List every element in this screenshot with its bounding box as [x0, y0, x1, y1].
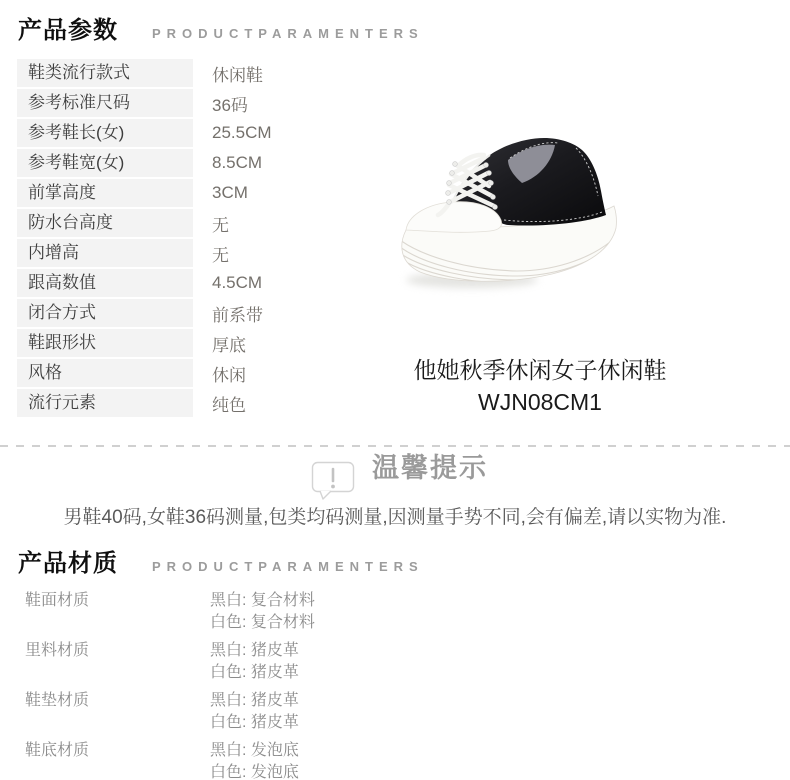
materials-list — [25, 590, 315, 780]
table-row — [17, 59, 617, 87]
sneaker-illustration — [392, 128, 632, 298]
param-label: 参考标准尺码 — [17, 89, 193, 117]
params-section-title: 产品参数 — [18, 17, 118, 44]
material-label: 鞋面材质 — [25, 592, 90, 609]
material-value-line: 黑白: 复合材料 — [210, 592, 315, 609]
param-label: 跟高数值 — [17, 269, 193, 297]
params-section-subtitle: PRODUCTPARAMENTERS — [152, 26, 424, 41]
material-section-title: 产品材质 — [18, 550, 118, 577]
material-value-line: 黑白: 发泡底 — [210, 742, 299, 759]
product-name: 他她秋季休闲女子休闲鞋 — [413, 357, 667, 383]
param-value: 无 — [212, 245, 229, 265]
product-image — [392, 128, 632, 298]
material-label: 鞋底材质 — [25, 742, 90, 759]
param-label: 参考鞋长(女) — [17, 119, 193, 147]
tips-text: 男鞋40码,女鞋36码测量,包类均码测量,因测量手势不同,会有偏差,请以实物为准. — [63, 507, 727, 528]
material-label: 鞋垫材质 — [25, 692, 90, 709]
param-value: 厚底 — [212, 335, 246, 355]
param-value: 无 — [212, 215, 229, 235]
table-row — [17, 89, 617, 117]
param-label: 风格 — [17, 359, 193, 387]
param-value: 前系带 — [212, 305, 263, 325]
list-item — [25, 690, 315, 734]
material-value-line: 白色: 猪皮革 — [210, 664, 299, 681]
list-item — [25, 590, 315, 634]
params-section-header — [18, 10, 424, 45]
list-item — [25, 740, 315, 780]
param-label: 鞋类流行款式 — [17, 59, 193, 87]
exclamation-bubble-icon — [311, 461, 356, 502]
material-section-subtitle: PRODUCTPARAMENTERS — [152, 559, 424, 574]
param-value: 25.5CM — [212, 123, 272, 142]
param-label: 鞋跟形状 — [17, 329, 193, 357]
material-value-line: 白色: 发泡底 — [210, 764, 299, 780]
param-label: 防水台高度 — [17, 209, 193, 237]
param-value: 36码 — [212, 95, 248, 115]
param-label: 闭合方式 — [17, 299, 193, 327]
list-item — [25, 640, 315, 684]
material-value-line: 白色: 猪皮革 — [210, 714, 299, 731]
material-value-line: 黑白: 猪皮革 — [210, 692, 299, 709]
material-value-line: 白色: 复合材料 — [210, 614, 315, 631]
product-model: WJN08CM1 — [478, 389, 602, 415]
param-value: 4.5CM — [212, 273, 263, 292]
material-label: 里料材质 — [25, 642, 90, 659]
param-value: 8.5CM — [212, 153, 263, 172]
param-value: 休闲鞋 — [212, 65, 263, 85]
param-label: 前掌高度 — [17, 179, 193, 207]
table-row — [17, 299, 617, 327]
material-section-header — [18, 543, 424, 578]
param-value: 3CM — [212, 183, 248, 202]
param-label: 内增高 — [17, 239, 193, 267]
param-label: 流行元素 — [17, 389, 193, 417]
tips-title: 温馨提示 — [372, 453, 488, 483]
material-value-line: 黑白: 猪皮革 — [210, 642, 299, 659]
param-label: 参考鞋宽(女) — [17, 149, 193, 177]
param-value: 休闲 — [212, 365, 246, 385]
param-value: 纯色 — [212, 395, 246, 415]
